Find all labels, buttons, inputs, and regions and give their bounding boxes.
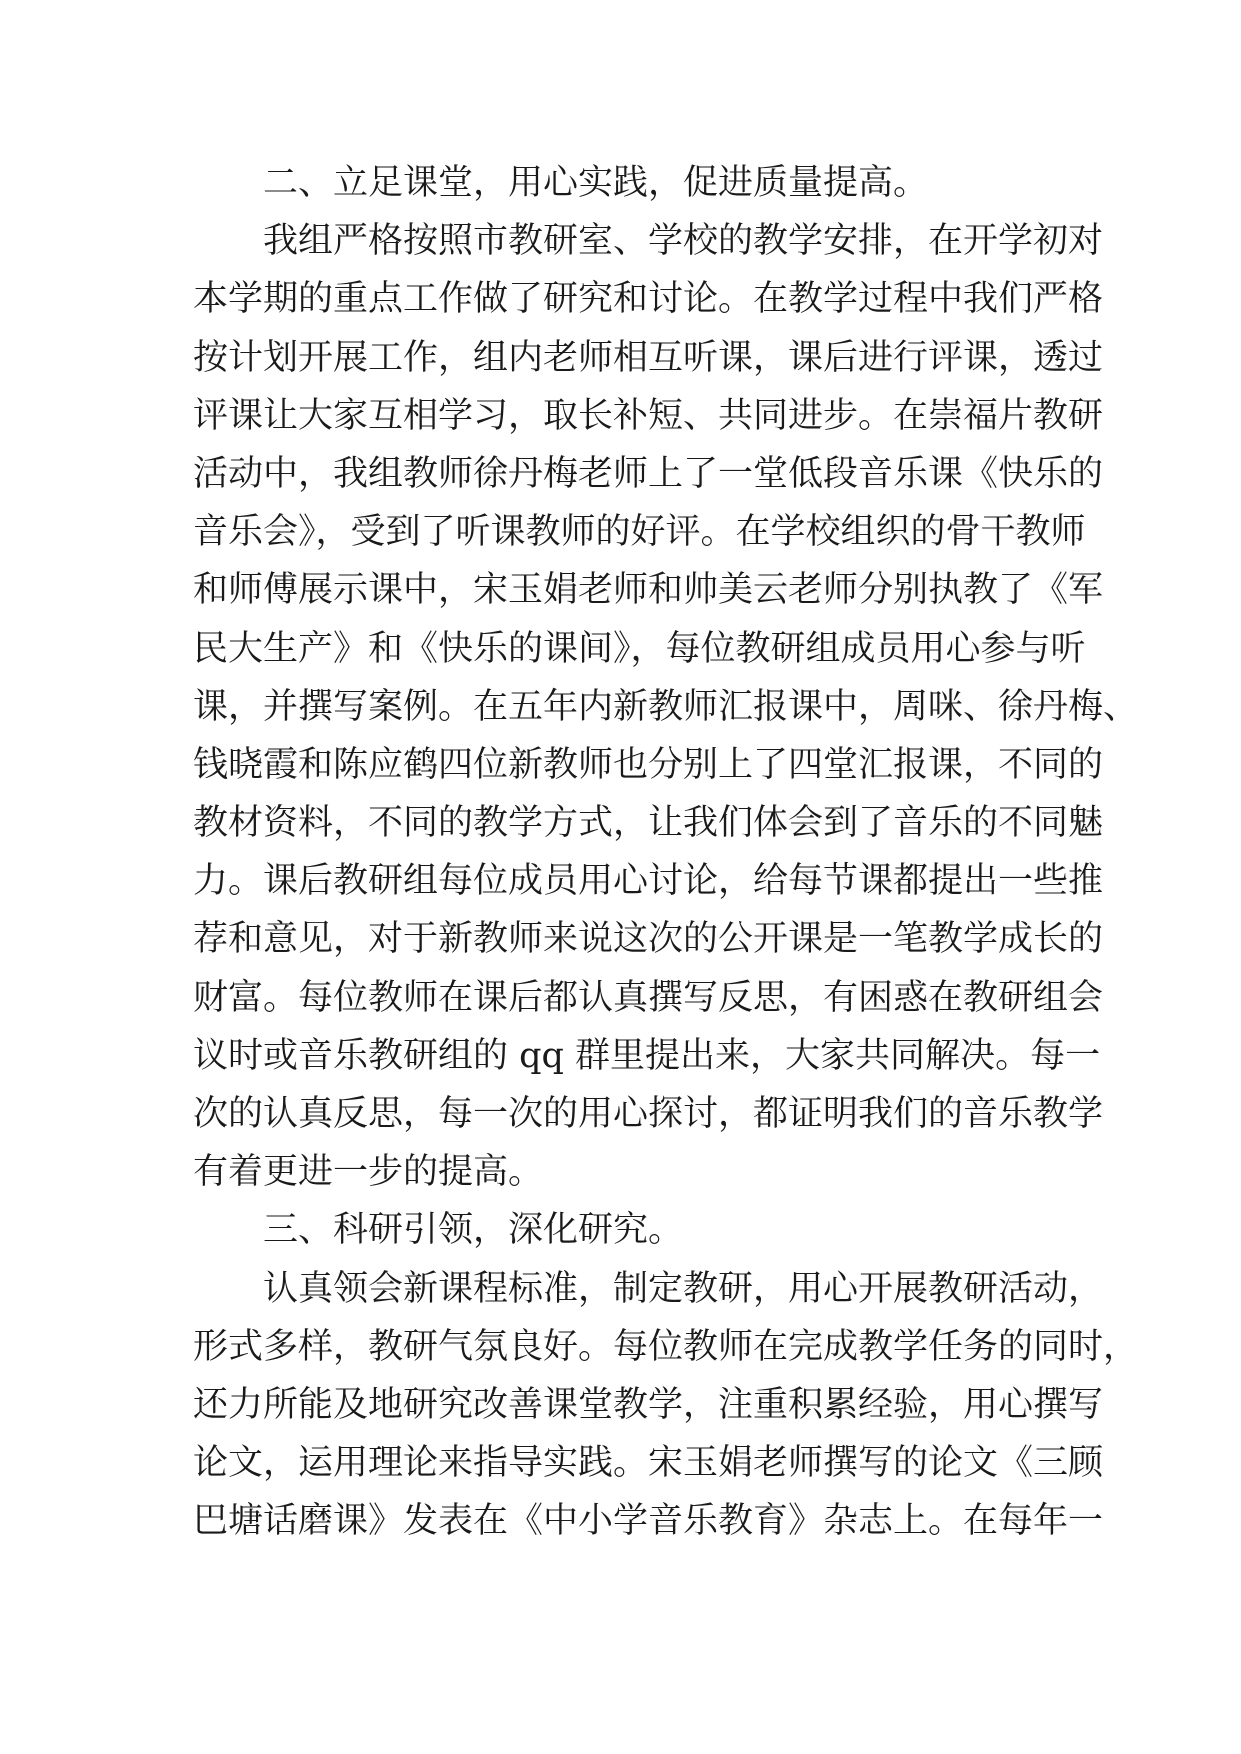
paragraph-line: 还力所能及地研究改善课堂教学，注重积累经验，用心撰写 bbox=[193, 1384, 1104, 1425]
paragraph-line: 有着更进一步的提高。 bbox=[193, 1152, 544, 1193]
paragraph-line: 和师傅展示课中，宋玉娟老师和帅美云老师分别执教了《军 bbox=[193, 570, 1104, 611]
section-heading-3: 三、科研引领，深化研究。 bbox=[263, 1210, 684, 1251]
paragraph-line: 我组严格按照市教研室、学校的教学安排，在开学初对 bbox=[263, 221, 1104, 262]
paragraph-line: 荐和意见，对于新教师来说这次的公开课是一笔教学成长的 bbox=[193, 919, 1104, 960]
paragraph-line: 形式多样，教研气氛良好。每位教师在完成教学任务的同时， bbox=[193, 1326, 1139, 1367]
paragraph-line: 活动中，我组教师徐丹梅老师上了一堂低段音乐课《快乐的 bbox=[193, 453, 1104, 494]
paragraph-line: 巴塘话磨课》发表在《中小学音乐教育》杂志上。在每年一 bbox=[193, 1501, 1104, 1542]
section-heading-2: 二、立足课堂，用心实践，促进质量提高。 bbox=[263, 163, 929, 203]
paragraph-line: 认真领会新课程标准，制定教研，用心开展教研活动， bbox=[263, 1268, 1104, 1309]
paragraph-line: 钱晓霞和陈应鹤四位新教师也分别上了四堂汇报课，不同的 bbox=[193, 744, 1104, 785]
paragraph-line: 民大生产》和《快乐的课间》，每位教研组成员用心参与听 bbox=[193, 628, 1086, 669]
paragraph-line: 音乐会》，受到了听课教师的好评。在学校组织的骨干教师 bbox=[193, 512, 1086, 553]
paragraph-line: 教材资料，不同的教学方式，让我们体会到了音乐的不同魅 bbox=[193, 803, 1104, 844]
paragraph-line: 议时或音乐教研组的 qq 群里提出来，大家共同解决。每一 bbox=[193, 1035, 1101, 1076]
paragraph-line: 评课让大家互相学习，取长补短、共同进步。在崇福片教研 bbox=[193, 395, 1104, 436]
paragraph-line: 按计划开展工作，组内老师相互听课，课后进行评课，透过 bbox=[193, 337, 1104, 378]
paragraph-line: 本学期的重点工作做了研究和讨论。在教学过程中我们严格 bbox=[193, 279, 1104, 320]
paragraph-line: 财富。每位教师在课后都认真撰写反思，有困惑在教研组会 bbox=[193, 977, 1104, 1018]
paragraph-line: 力。课后教研组每位成员用心讨论，给每节课都提出一些推 bbox=[193, 861, 1104, 902]
paragraph-line: 课，并撰写案例。在五年内新教师汇报课中，周咪、徐丹梅、 bbox=[193, 686, 1139, 727]
body-text bbox=[193, 154, 1139, 1551]
paragraph-line: 次的认真反思，每一次的用心探讨，都证明我们的音乐教学 bbox=[193, 1094, 1104, 1134]
paragraph-line: 论文，运用理论来指导实践。宋玉娟老师撰写的论文《三顾 bbox=[193, 1443, 1104, 1484]
